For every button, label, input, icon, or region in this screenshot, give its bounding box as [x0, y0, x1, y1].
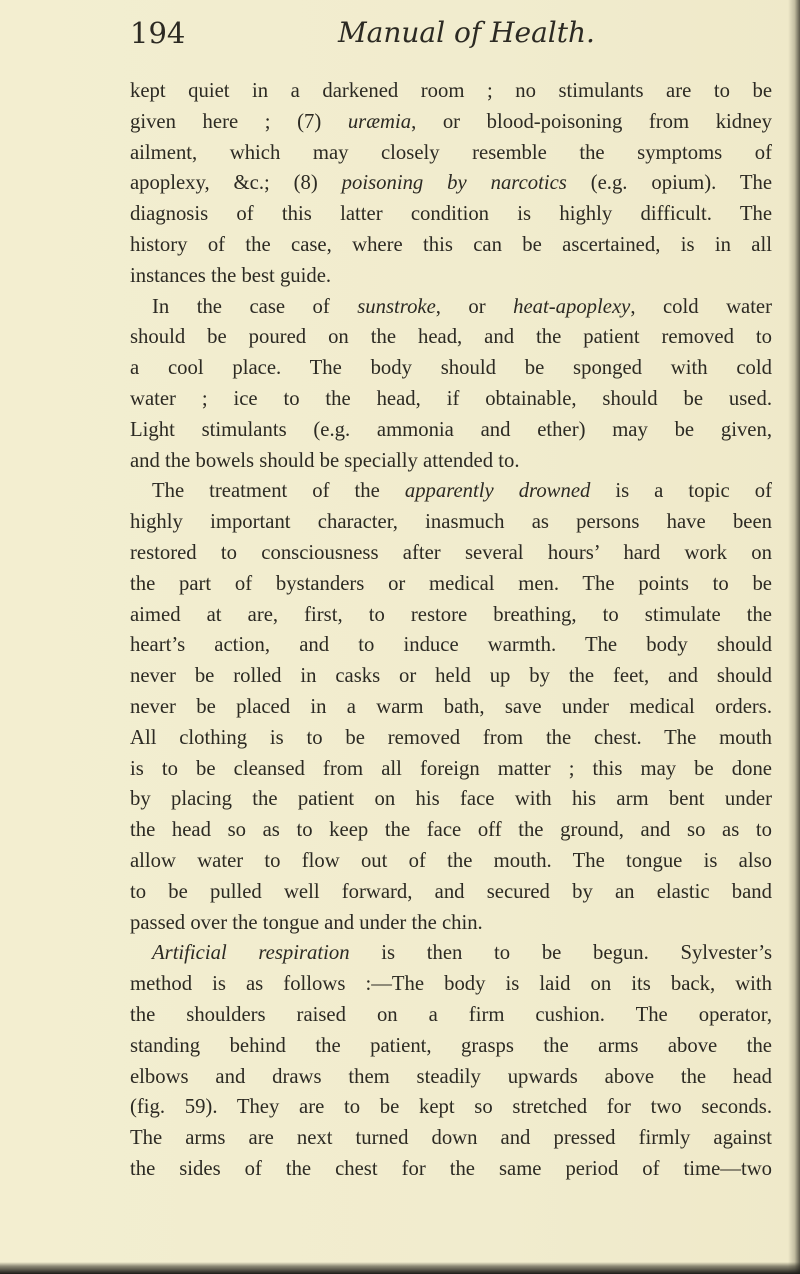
text-line	[130, 1123, 772, 1154]
italic-term: poisoning by narcotics	[341, 172, 567, 195]
text-line	[130, 1092, 772, 1123]
text-segment: ailment, which may closely resemble the symptoms of	[130, 141, 772, 164]
text-segment: (e.g. opium). The	[566, 172, 772, 195]
text-line	[130, 1154, 772, 1185]
text-line	[130, 199, 772, 230]
text-line	[130, 415, 772, 446]
text-segment: , or blood-poisoning from kidney	[411, 110, 772, 133]
text-line	[130, 1000, 772, 1031]
text-line	[130, 384, 772, 415]
text-segment: given here ; (7)	[130, 110, 348, 133]
text-segment: , or	[435, 295, 514, 318]
text-line	[130, 1062, 772, 1093]
text-line	[130, 476, 772, 507]
text-segment: should be poured on the head, and the patient removed to	[130, 326, 772, 349]
text-segment: heart’s action, and to induce warmth. The body should	[130, 634, 772, 657]
text-segment: allow water to flow out of the mouth. The tongue is also	[130, 849, 772, 872]
text-line	[130, 908, 772, 939]
text-segment: standing behind the patient, grasps the arms above the	[130, 1034, 772, 1057]
text-segment: method is as follows :—The body is laid on its back, with	[130, 973, 772, 996]
text-segment: is to be cleansed from all foreign matter ; this may be done	[130, 757, 772, 780]
text-line	[130, 877, 772, 908]
text-line	[130, 815, 772, 846]
text-line	[130, 569, 772, 600]
page-number: 194	[130, 16, 186, 50]
italic-term: Artificial respiration	[152, 942, 350, 965]
text-segment: Light stimulants (e.g. ammonia and ether) may be given,	[130, 418, 772, 441]
text-segment: and the bowels should be specially attended to.	[130, 449, 520, 472]
text-segment: In the case of	[152, 295, 358, 318]
text-line	[130, 507, 772, 538]
text-segment: , cold water	[630, 295, 772, 318]
text-segment: the part of bystanders or medical men. The points to be	[130, 572, 772, 595]
text-line	[130, 261, 772, 292]
italic-term: uræmia	[347, 110, 412, 133]
page-edge-right	[788, 0, 800, 1274]
text-line	[130, 230, 772, 261]
text-line	[130, 723, 772, 754]
text-line	[130, 322, 772, 353]
text-segment: instances the best guide.	[130, 264, 332, 287]
text-segment: restored to consciousness after several hours’ hard work on	[130, 541, 772, 564]
body-text	[130, 76, 772, 1185]
text-line	[130, 446, 772, 477]
text-segment: is a topic of	[590, 480, 772, 503]
text-segment: never be placed in a warm bath, save under medical orders.	[130, 695, 772, 718]
text-segment: passed over the tongue and under the chin.	[130, 911, 483, 934]
text-segment: elbows and draws them steadily upwards above the head	[130, 1065, 772, 1088]
running-head	[130, 14, 770, 54]
text-segment: a cool place. The body should be sponged with cold	[130, 357, 772, 380]
text-segment: highly important character, inasmuch as persons have been	[130, 511, 772, 534]
text-line	[130, 969, 772, 1000]
text-line	[130, 846, 772, 877]
text-line	[130, 538, 772, 569]
text-segment: is then to be begun. Sylvester’s	[349, 942, 772, 965]
text-line	[130, 692, 772, 723]
text-segment: (fig. 59). They are to be kept so stretched for two seconds.	[130, 1096, 772, 1119]
text-line	[130, 600, 772, 631]
text-line	[130, 292, 772, 323]
text-segment: apoplexy, &c.; (8)	[130, 172, 342, 195]
text-line	[130, 754, 772, 785]
running-title: Manual of Health.	[338, 16, 595, 49]
text-segment: kept quiet in a darkened room ; no stimulants are to be	[130, 80, 772, 102]
text-segment: the head so as to keep the face off the ground, and so as to	[130, 819, 772, 842]
text-segment: water ; ice to the head, if obtainable, should be used.	[130, 387, 772, 410]
text-segment: The treatment of the	[152, 480, 405, 503]
text-segment: diagnosis of this latter condition is highly difficult. The	[130, 203, 772, 226]
italic-term: heat-apoplexy	[513, 295, 631, 318]
text-segment: the sides of the chest for the same period of time—two	[130, 1157, 772, 1180]
text-segment: All clothing is to be removed from the chest. The mouth	[130, 726, 772, 749]
text-line	[130, 138, 772, 169]
page-edge-bottom	[0, 1262, 800, 1274]
text-line	[130, 76, 772, 107]
text-line	[130, 784, 772, 815]
italic-term: apparently drowned	[404, 480, 591, 503]
text-line	[130, 938, 772, 969]
text-segment: never be rolled in casks or held up by the feet, and should	[130, 665, 772, 688]
italic-term: sunstroke	[357, 295, 436, 318]
text-line	[130, 1031, 772, 1062]
text-line	[130, 353, 772, 384]
text-segment: the shoulders raised on a firm cushion. The operator,	[130, 1003, 772, 1026]
text-segment: aimed at are, first, to restore breathing, to stimulate the	[130, 603, 772, 626]
text-line	[130, 661, 772, 692]
text-line	[130, 168, 772, 199]
text-line	[130, 107, 772, 138]
text-segment: to be pulled well forward, and secured by an elastic band	[130, 880, 772, 903]
text-segment: history of the case, where this can be ascertained, is in all	[130, 233, 772, 256]
text-segment: The arms are next turned down and pressed firmly against	[130, 1127, 772, 1150]
text-line	[130, 630, 772, 661]
text-segment: by placing the patient on his face with his arm bent under	[130, 788, 772, 811]
